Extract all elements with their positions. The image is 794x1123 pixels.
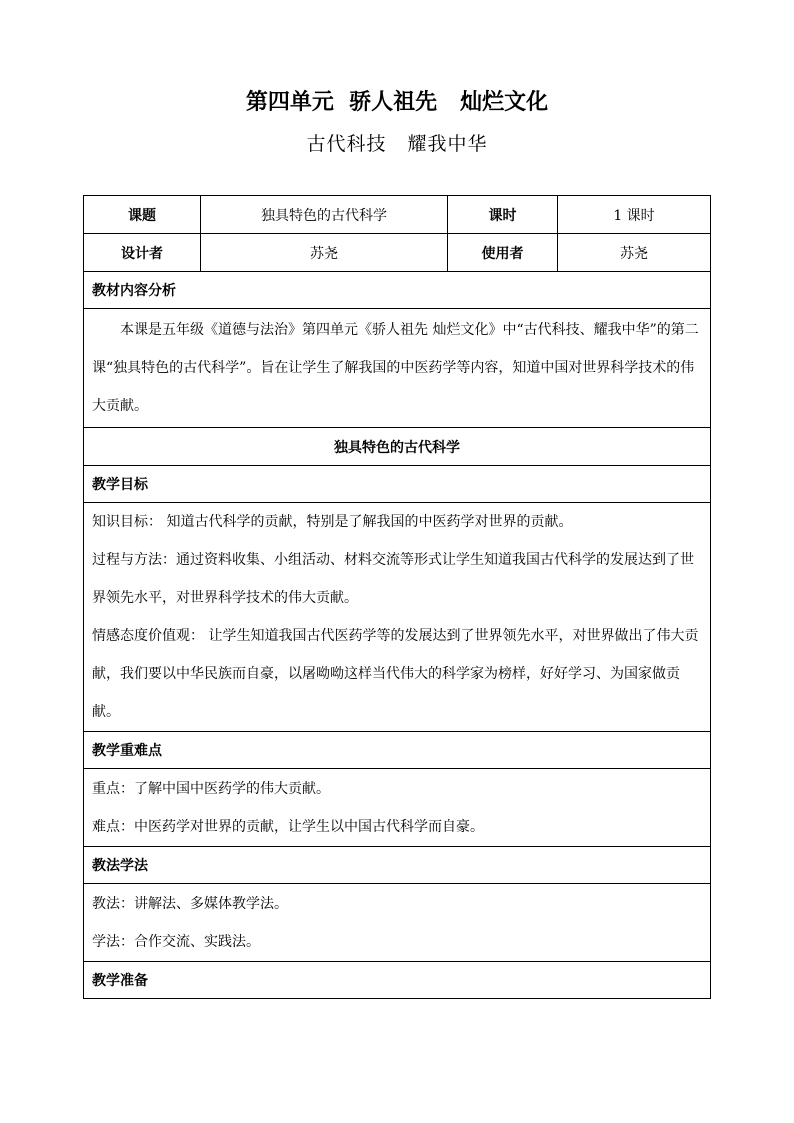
topic-value: 独具特色的古代科学 — [201, 196, 448, 234]
key-points-cell — [84, 769, 711, 847]
designer-value: 苏尧 — [201, 234, 448, 272]
lesson-plan-table — [83, 195, 711, 999]
designer-label: 设计者 — [84, 234, 201, 272]
table-row — [84, 847, 711, 884]
table-row — [84, 732, 711, 769]
objectives-cell — [84, 503, 711, 732]
key-points-heading: 教学重难点 — [84, 732, 711, 769]
topic-label: 课题 — [84, 196, 201, 234]
page-title: 第四单元 骄人祖先 灿烂文化 — [245, 90, 549, 115]
learning-method: 学法：合作交流、实践法。 — [92, 933, 260, 950]
table-row — [84, 272, 711, 309]
lesson-title: 独具特色的古代科学 — [84, 428, 711, 466]
user-label: 使用者 — [448, 234, 558, 272]
table-row — [84, 769, 711, 847]
table-row — [84, 309, 711, 428]
table-row — [84, 503, 711, 732]
table-row — [84, 884, 711, 962]
table-row — [84, 466, 711, 503]
table-row — [84, 428, 711, 466]
objectives-heading: 教学目标 — [84, 466, 711, 503]
teaching-method: 教法：讲解法、多媒体教学法。 — [92, 895, 288, 912]
hours-value: 1 课时 — [558, 196, 711, 234]
table-row — [84, 962, 711, 999]
preparation-heading: 教学准备 — [84, 962, 711, 999]
objective-process: 过程与方法：通过资料收集、小组活动、材料交流等形式让学生知道我国古代科学的发展达到了世界领先水平，对世界科学技术的伟大贡献。 — [92, 552, 694, 606]
page-subtitle: 古代科技 耀我中华 — [306, 133, 488, 155]
user-value: 苏尧 — [558, 234, 711, 272]
methods-heading: 教法学法 — [84, 847, 711, 884]
key-point-difficulty: 难点：中医药学对世界的贡献，让学生以中国古代科学而自豪。 — [92, 818, 484, 835]
hours-label: 课时 — [448, 196, 558, 234]
material-analysis-cell — [84, 309, 711, 428]
methods-cell — [84, 884, 711, 962]
material-analysis-text: 本课是五年级《道德与法治》第四单元《骄人祖先 灿烂文化》中“古代科技、耀我中华”的第二课“独具特色的古代科学”。旨在让学生了解我国的中医药学等内容，知道中国对世界科学技术的伟大贡献。 — [92, 322, 699, 414]
table-row — [84, 234, 711, 272]
table-row — [84, 196, 711, 234]
objective-knowledge: 知识目标： 知道古代科学的贡献，特别是了解我国的中医药学对世界的贡献。 — [92, 514, 573, 530]
objective-emotion: 情感态度价值观： 让学生知道我国古代医药学等的发展达到了世界领先水平，对世界做出了伟大贡献，我们要以中华民族而自豪，以屠呦呦这样当代伟大的科学家为榜样，好好学习、为国家做贡献。 — [92, 628, 699, 720]
material-analysis-heading: 教材内容分析 — [84, 272, 711, 309]
key-point-focus: 重点：了解中国中医药学的伟大贡献。 — [92, 780, 330, 797]
